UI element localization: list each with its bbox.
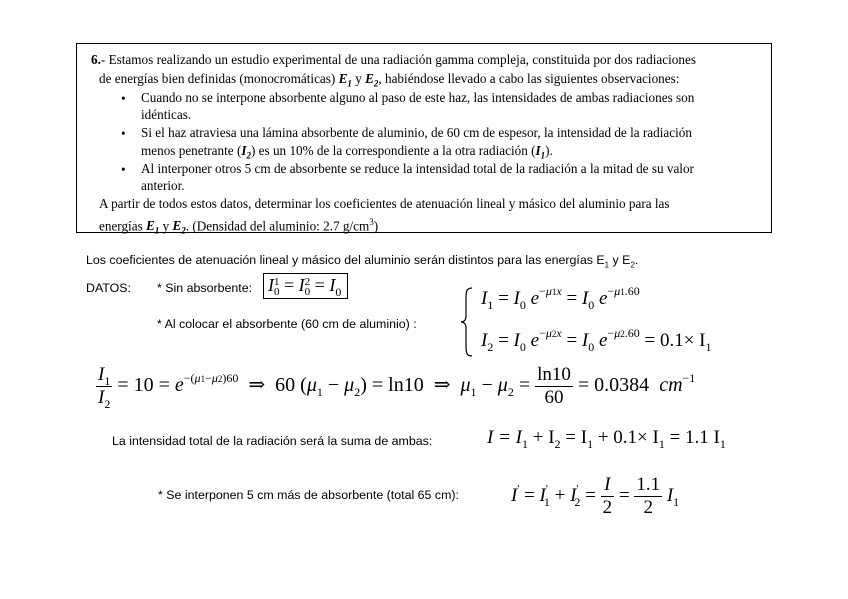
sum-formula: $I = I_1 + I_2 = I_1 + 0.1\times I_1 = 1.1$ $I_1$	[487, 427, 726, 451]
sin-absorbente-label: * Sin absorbente:	[157, 281, 253, 295]
problem-line-1: 6.- Estamos realizando un estudio experimental de una radiación gamma compleja, constituida por dos radiaciones	[91, 52, 696, 67]
bullet-1-line-2: idénticas.	[141, 107, 192, 122]
half-intensity-formula: $I' = I'_1 + I'_2$ = $\frac{I}{2}$ = $\frac{1.1}{2}$ $I_1$	[511, 474, 680, 518]
solution-intro: Los coeficientes de atenuación lineal y másico del aluminio serán distintos para las energías $E_1$ y $E_2$.	[86, 253, 639, 270]
bullet-icon: •	[121, 126, 126, 141]
problem-number: 6.	[91, 52, 101, 67]
se-interponen-label: * Se interponen 5 cm más de absorbente (total 65 cm):	[158, 488, 459, 502]
initial-intensity-formula: I 1 0 = I 2 0 = $I_0$	[263, 273, 348, 299]
bullet-2-line-1: Si el haz atraviesa una lámina absorbente de aluminio, de 60 cm de espesor, la intensidad de la radiación	[141, 125, 692, 140]
curly-brace	[459, 286, 475, 358]
datos-label: DATOS:	[86, 281, 131, 295]
problem-statement-box	[76, 43, 772, 237]
implies-arrow: ⇒	[248, 374, 266, 397]
bullet-icon: •	[121, 162, 126, 177]
problem-closing-line-2: energías $E_1$ y $E_2$. (Densidad del aluminio: 2.7 $g/cm^3$)	[99, 217, 379, 237]
problem-line-2: de energías bien definidas (monocromáticas) $E_1$ y $E_2$, habiéndose llevado a cabo las siguientes observaciones:	[99, 71, 680, 89]
implies-arrow: ⇒	[433, 374, 451, 397]
al-colocar-label: * Al colocar el absorbente (60 cm de aluminio) :	[157, 317, 417, 331]
equation-i1: $I_1 = I_0$ $e^{-\mu 1x} = I_0$ $e^{-\mu 1.60}$	[481, 284, 640, 312]
bullet-3-line-1: Al interponer otros 5 cm de absorbente se reduce la intensidad total de la radiación a la mitad de su valor	[141, 161, 694, 176]
equation-i2: $I_2 = I_0$ $e^{-\mu 2x} = I_0$ $e^{-\mu 2.60} = 0.1\times I_1$	[481, 326, 712, 354]
problem-closing-line-1: A partir de todos estos datos, determinar los coeficientes de atenuación lineal y másico del aluminio para las	[99, 196, 670, 211]
ratio-equation: $\frac{I_1}{I_2}$ = $10 = e^{-(\mu 1-\mu 2)60}$ ⇒ 60 $(\mu_1 - \mu_2) = \ln 10$ ⇒ $\mu_1 - \mu_2$ = $\frac{\ln 10}{60}$ = 0.0384 $cm^{-1}$	[98, 364, 696, 411]
bullet-1-line-1: Cuando no se interpone absorbente alguno al paso de este haz, las intensidades de ambas radiaciones son	[141, 90, 695, 105]
bullet-2-line-2: menos penetrante $(I_2)$ es un 10% de la correspondiente a la otra radiación $(I_1)$.	[141, 143, 553, 161]
intensidad-total-label: La intensidad total de la radiación será la suma de ambas:	[112, 434, 433, 448]
bullet-3-line-2: anterior.	[141, 178, 185, 193]
bullet-icon: •	[121, 91, 126, 106]
